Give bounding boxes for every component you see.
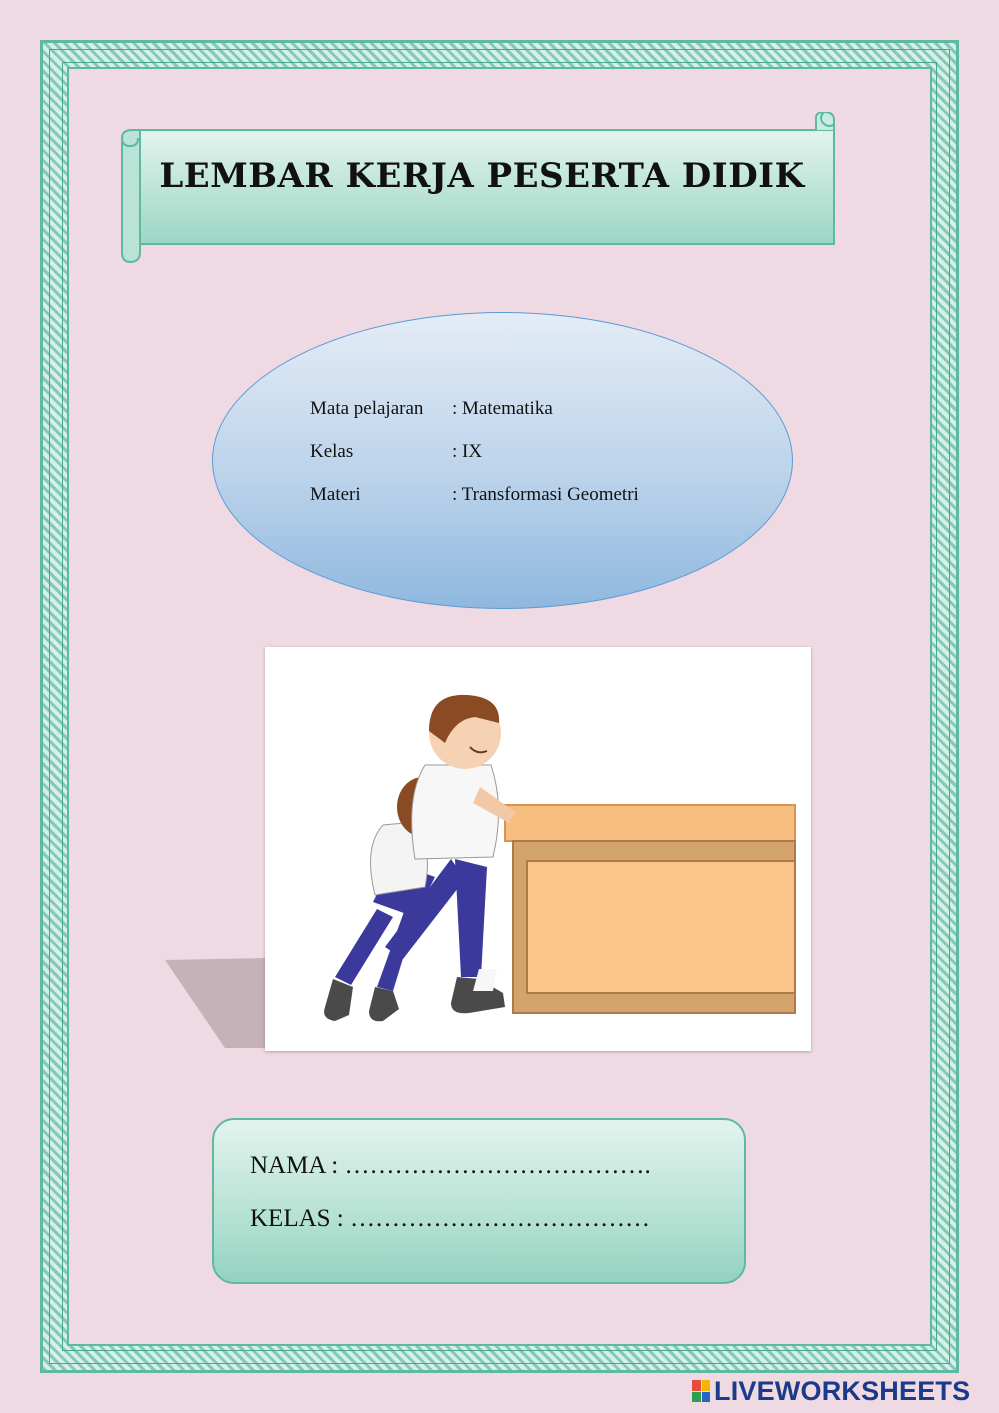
liveworksheets-logo[interactable]: [692, 1376, 970, 1406]
info-row-subject: [310, 398, 553, 420]
info-label-subject: Mata pelajaran: [310, 398, 424, 419]
title-banner: [120, 112, 836, 264]
children-pushing-table-icon: [265, 647, 811, 1051]
info-label-topic: Materi: [310, 484, 361, 505]
class-field[interactable]: KELAS : ………………………………: [250, 1205, 650, 1232]
info-value-class: : IX: [452, 441, 483, 462]
info-value-subject: : Matematika: [452, 398, 553, 419]
info-row-topic: [310, 484, 639, 506]
info-label-class: Kelas: [310, 441, 354, 462]
subject-info-ellipse: [212, 312, 793, 609]
illustration-shadow: [165, 958, 275, 1048]
liveworksheets-badge-icon: [692, 1380, 710, 1402]
page-title: LEMBAR KERJA PESERTA DIDIK: [159, 156, 805, 196]
name-field[interactable]: NAMA : ……………………………….: [250, 1152, 651, 1179]
info-row-class: [310, 441, 482, 463]
children-pushing-table-illustration: [265, 647, 811, 1051]
liveworksheets-logo-text: LIVEWORKSHEETS: [714, 1375, 971, 1406]
student-identity-box: [212, 1118, 746, 1284]
info-value-topic: : Transformasi Geometri: [452, 484, 639, 505]
